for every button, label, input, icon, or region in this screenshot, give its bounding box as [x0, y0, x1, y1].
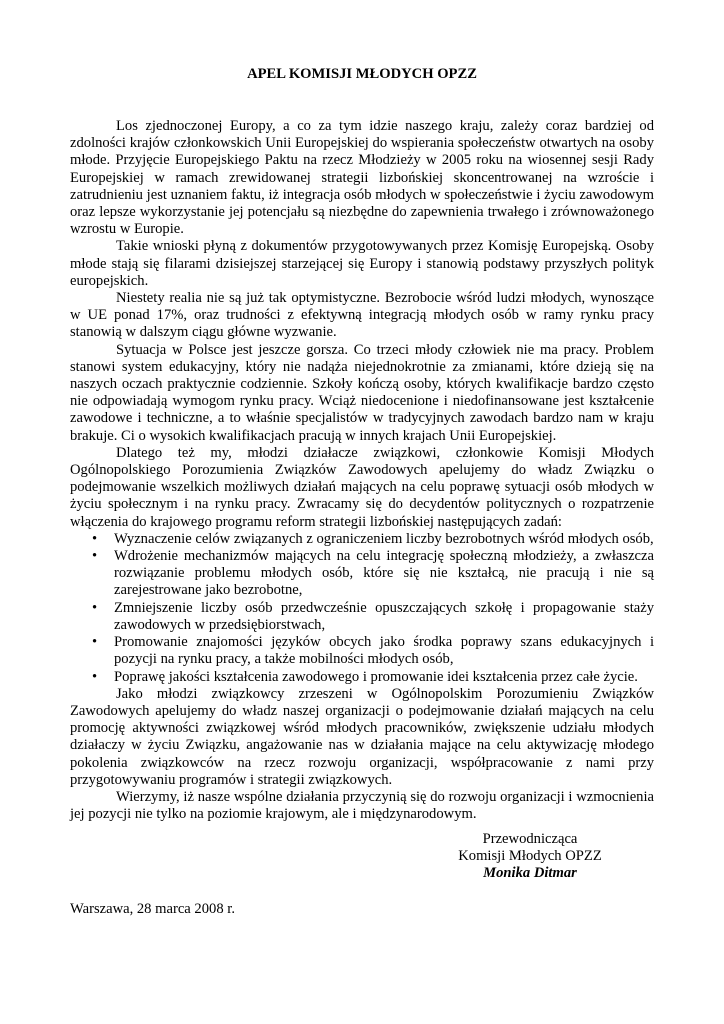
bullet-marker: •: [92, 548, 98, 565]
document-body: [70, 118, 654, 823]
bullet-marker: •: [92, 634, 98, 651]
list-item: [70, 600, 654, 634]
list-item-text: Wyznaczenie celów związanych z ograniczeniem liczby bezrobotnych wśród młodych osób,: [114, 530, 654, 547]
list-item-text: Zmniejszenie liczby osób przedwcześnie opuszczających szkołę i propagowanie staży zawodowych w przedsiębiorstwach,: [114, 599, 654, 633]
document-title: APEL KOMISJI MŁODYCH OPZZ: [247, 66, 477, 82]
list-item: [70, 531, 654, 548]
list-item: [70, 634, 654, 668]
signature-role: Przewodnicząca: [482, 831, 578, 847]
list-item: [70, 669, 654, 686]
paragraph-1: Los zjednoczonej Europy, a co za tym idzie naszego kraju, zależy coraz bardziej od zdolności krajów członkowskich Unii Europejskiej do wspierania społeczeństw otwartych na osoby młode. Przyjęcie Europejskiego Paktu na rzecz Młodzieży w 2005 roku na wiosennej sesji Rady Europejskiej w ramach zrewidowanej strategii lizbońskiej skoncentrowanej na wzroście i zatrudnieniu jest uznaniem faktu, iż integracja osób młodych w społeczeństwie i życiu zawodowym oraz lepsze wykorzystanie jej potencjału są niezbędne do zapewnienia trwałego i zrównoważonego wzrostu w Europie.: [70, 118, 654, 238]
signature-name: Monika Ditmar: [483, 865, 577, 882]
paragraph-4: Sytuacja w Polsce jest jeszcze gorsza. Co trzeci młody człowiek nie ma pracy. Problem stanowi system edukacyjny, który nie nadąża niejednokrotnie za zmianami, które dzieją się na naszych oczach praktycznie codziennie. Szkoły kończą osoby, których kwalifikacje bardzo często nie odpowiadają wymogom rynku pracy. Wciąż niedocenione i niedofinansowane jest kształcenie zawodowe i techniczne, a to właśnie specjalistów w tradycyjnych zawodach bardzo nam w kraju brakuje. Ci o wysokich kwalifikacjach pracują w innych krajach Unii Europejskiej.: [70, 341, 654, 444]
bullet-marker: •: [92, 668, 98, 685]
closing-paragraph-1: Jako młodzi związkowcy zrzeszeni w Ogólnopolskim Porozumieniu Związków Zawodowych apelujemy do władz naszej organizacji o podejmowanie działań mających na celu promocję aktywności związkowej wśród młodych pracowników, zwiększenie udziału młodych działaczy w życiu Związku, angażowanie nas w działania mające na celu aktywizację młodego pokolenia związkowców na rzecz rozwoju organizacji, współpracowanie z nami przy przygotowywaniu programów i strategii związkowych.: [70, 685, 654, 788]
place-date: Warszawa, 28 marca 2008 r.: [70, 901, 235, 917]
list-item: [70, 548, 654, 600]
bullet-marker: •: [92, 599, 98, 616]
paragraph-3: Niestety realia nie są już tak optymistyczne. Bezrobocie wśród ludzi młodych, wynoszące w UE ponad 17%, oraz trudności z efektywną integracją młodych osób w ramy rynku pracy stanowią w dalszym ciągu główne wyzwanie.: [70, 290, 654, 341]
list-item-text: Wdrożenie mechanizmów mających na celu integrację społeczną młodzieży, a zwłaszcza rozwiązanie problemu młodych osób, które się nie kształcą, nie pracują i nie są zarejestrowane jako bezrobotne,: [114, 548, 654, 599]
signature-block: [430, 831, 630, 883]
bullet-marker: •: [92, 530, 98, 547]
paragraph-5: Dlatego też my, młodzi działacze związkowi, członkowie Komisji Młodych Ogólnopolskiego Porozumienia Związków Zawodowych apelujemy do władz Związku o podejmowanie wszelkich możliwych działań mających na celu poprawę sytuacji osób młodych w życiu społecznym i na rynku pracy. Zwracamy się do decydentów politycznych o rozpatrzenie włączenia do krajowego programu reform strategii lizbońskiej następujących zadań:: [70, 444, 654, 530]
list-item-text: Poprawę jakości kształcenia zawodowego i promowanie idei kształcenia przez całe życie.: [114, 668, 638, 685]
paragraph-2: Takie wnioski płyną z dokumentów przygotowywanych przez Komisję Europejską. Osoby młode stają się filarami dzisiejszej starzejącej się Europy i stanowią podstawy przyszłych polityk europejskich.: [70, 238, 654, 289]
list-item-text: Promowanie znajomości języków obcych jako środka poprawy szans edukacyjnych i pozycji na rynku pracy, a także mobilności młodych osób,: [114, 634, 654, 668]
closing-paragraph-2: Wierzymy, iż nasze wspólne działania przyczynią się do rozwoju organizacji i wzmocnienia jej pozycji nie tylko na poziomie krajowym, ale i międzynarodowym.: [70, 788, 654, 823]
demands-list: [70, 531, 654, 686]
signature-committee: Komisji Młodych OPZZ: [458, 848, 602, 865]
